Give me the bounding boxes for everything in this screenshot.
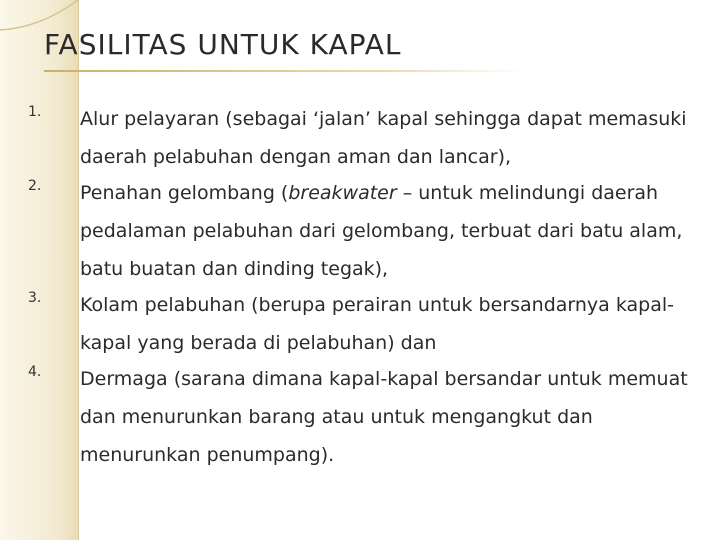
list-item-text-end: – untuk melindungi daerah pedalaman pelabuhan dari gelombang, terbuat dari batu alam, batu buatan dan dinding tegak),	[80, 182, 683, 280]
list-item-number: 1.	[28, 104, 42, 120]
list-item-number: 3.	[28, 290, 42, 306]
list-item-number: 2.	[28, 178, 42, 194]
list-item-text-start: Penahan gelombang (	[80, 182, 289, 204]
list-item-text-italic: breakwater	[288, 182, 397, 204]
list-item-text	[80, 174, 688, 288]
title-underline	[44, 70, 524, 72]
list-item	[28, 100, 688, 176]
list-item-text: Alur pelayaran (sebagai ‘jalan’ kapal sehingga dapat memasuki daerah pelabuhan dengan aman dan lancar),	[80, 108, 687, 168]
list-item-text: Kolam pelabuhan (berupa perairan untuk bersandarnya kapal-kapal yang berada di pelabuhan) dan	[80, 294, 674, 354]
list-item	[28, 360, 688, 474]
list-item-number: 4.	[28, 364, 42, 380]
slide-title: FASILITAS UNTUK KAPAL	[44, 28, 402, 61]
facility-list	[28, 100, 688, 474]
list-item-text: Dermaga (sarana dimana kapal-kapal bersandar untuk memuat dan menurunkan barang atau untuk mengangkut dan menurunkan penumpang).	[80, 368, 688, 466]
list-item	[28, 174, 688, 288]
list-item	[28, 286, 688, 362]
